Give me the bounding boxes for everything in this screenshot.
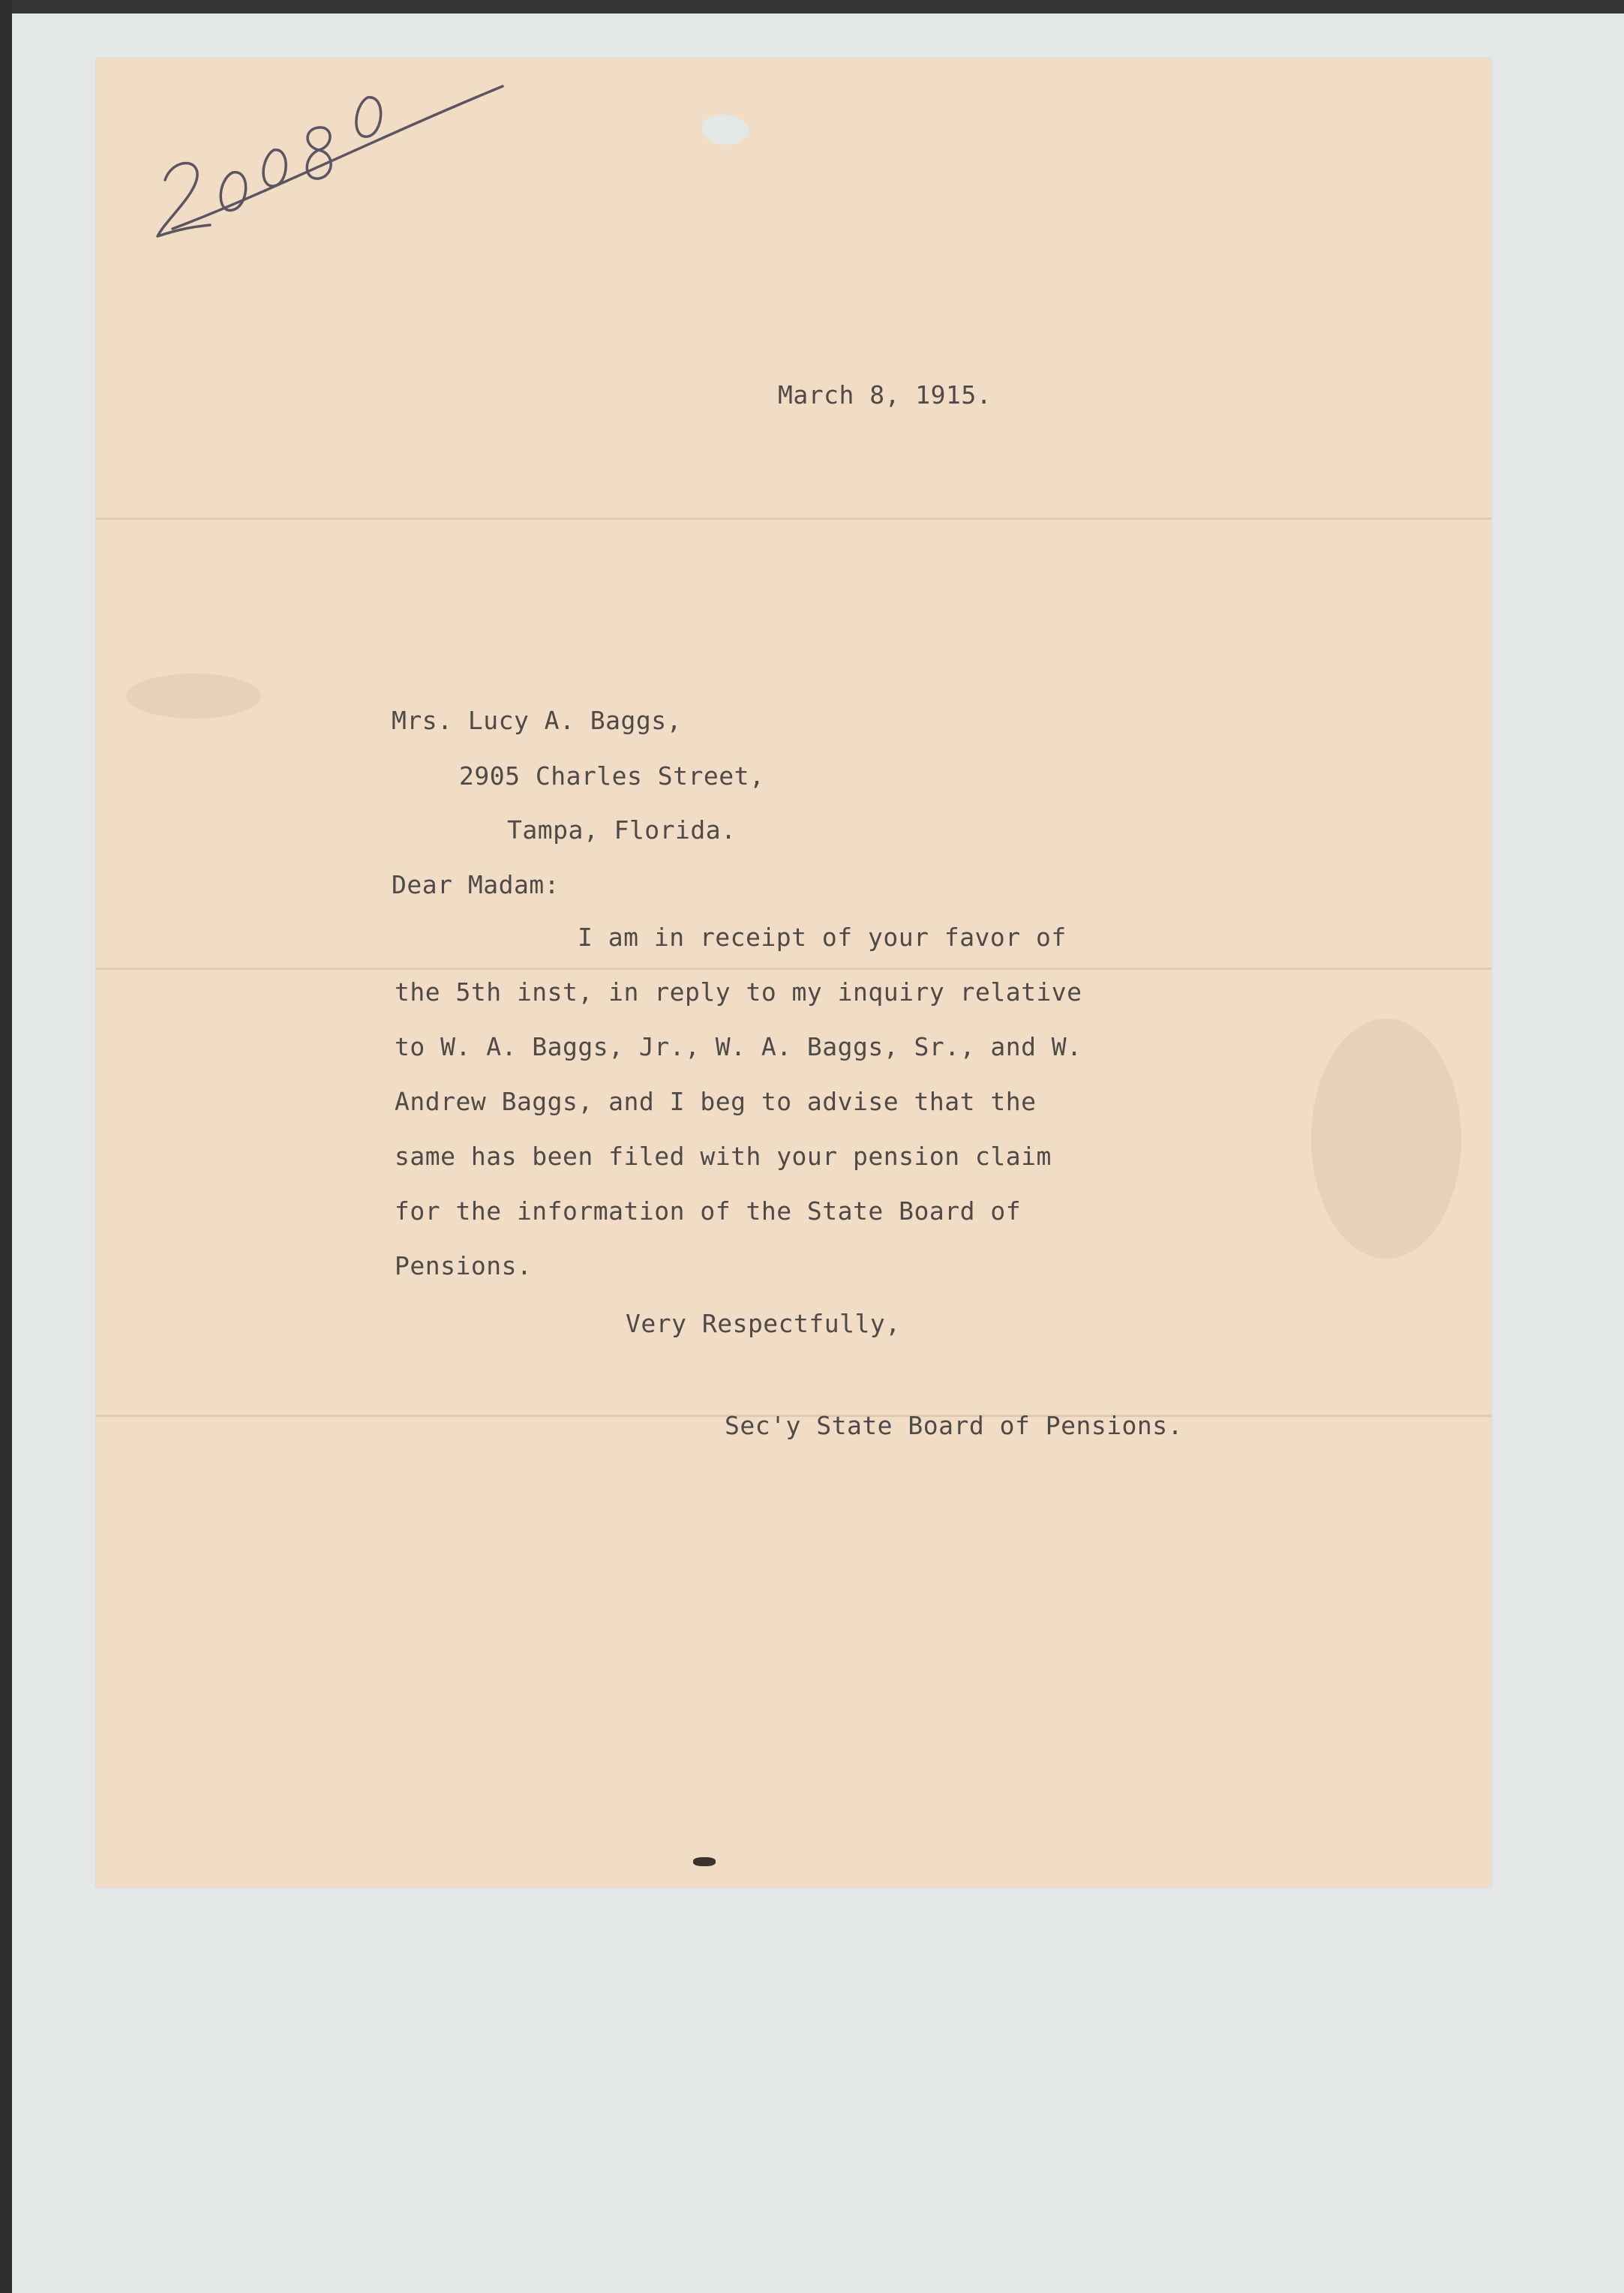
body-line: to W. A. Baggs, Jr., W. A. Baggs, Sr., and W. [395, 1032, 1082, 1061]
body-line: same has been filed with your pension claim [395, 1142, 1052, 1171]
paper-stain [1311, 1019, 1461, 1259]
recipient-street: 2905 Charles Street, [459, 761, 765, 791]
signature-title: Sec'y State Board of Pensions. [725, 1411, 1184, 1440]
letter-sheet [96, 59, 1491, 1887]
handwritten-number-annotation [150, 68, 510, 248]
fold-line [96, 968, 1491, 970]
recipient-name: Mrs. Lucy A. Baggs, [392, 706, 682, 735]
scan-top-edge [0, 0, 1624, 14]
salutation: Dear Madam: [392, 870, 560, 899]
scan-left-edge [0, 0, 12, 2293]
body-line: the 5th inst, in reply to my inquiry relative [395, 977, 1082, 1007]
paper-stain [126, 674, 261, 719]
paper-mark [693, 1857, 716, 1866]
letter-date: March 8, 1915. [778, 380, 992, 410]
body-line: for the information of the State Board of [395, 1196, 1022, 1226]
fold-line [96, 518, 1491, 520]
body-line: Pensions. [395, 1251, 533, 1280]
paper-hole [702, 115, 749, 145]
closing: Very Respectfully, [626, 1309, 901, 1338]
recipient-city: Tampa, Florida. [507, 815, 737, 845]
body-line: Andrew Baggs, and I beg to advise that the [395, 1087, 1037, 1116]
body-line: I am in receipt of your favor of [578, 923, 1067, 952]
